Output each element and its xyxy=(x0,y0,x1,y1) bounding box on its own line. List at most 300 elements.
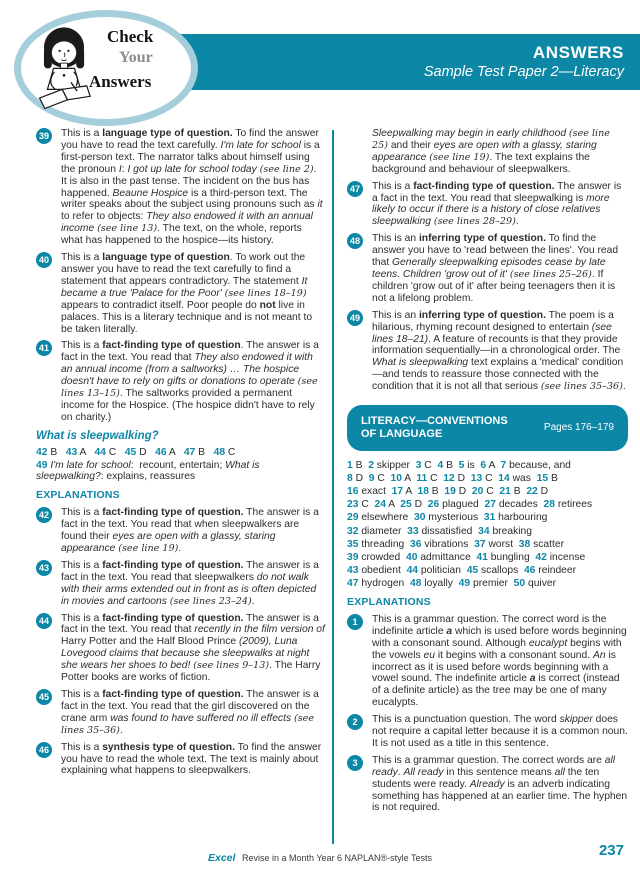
answer-number: 46 xyxy=(155,446,167,458)
text-segment: in this sentence means xyxy=(443,766,555,778)
text-segment: A xyxy=(403,486,418,498)
text-segment: fact-finding type of question. xyxy=(413,180,555,192)
answer-number: 40 xyxy=(405,551,418,563)
answer-number: 35 xyxy=(347,538,359,550)
text-segment: reindeer xyxy=(535,564,577,576)
item-number-badge: 3 xyxy=(347,755,363,771)
page-number: 237 xyxy=(598,842,624,859)
item-text xyxy=(61,252,325,335)
answer-number: 31 xyxy=(483,512,496,524)
text-segment: C xyxy=(358,499,375,511)
answer-number: 1 xyxy=(347,460,353,472)
left-column xyxy=(36,128,325,782)
explanations-heading-right: EXPLANATIONS xyxy=(347,595,431,608)
text-segment: This is a xyxy=(61,741,103,753)
text-segment: . It is also in the past tense. The incident on the bus has happened. xyxy=(61,163,317,199)
text-segment: inferring type of question. xyxy=(418,233,546,245)
text-segment: B xyxy=(428,486,445,498)
text-segment: A xyxy=(166,446,184,458)
answer-number: 5 xyxy=(458,460,465,472)
text-segment: A xyxy=(486,460,501,472)
explanation-item-43 xyxy=(36,560,325,608)
text-segment: appears to contradict itself. Poor people do xyxy=(61,299,260,311)
answer-key-line xyxy=(347,498,628,511)
explanation-item-47 xyxy=(347,181,628,229)
text-segment: quiver xyxy=(525,577,557,589)
text-segment: C xyxy=(421,460,438,472)
explanations-heading-left: EXPLANATIONS xyxy=(36,489,120,502)
answer-number: 3 xyxy=(415,460,422,472)
text-segment: a xyxy=(529,673,536,685)
text-segment: A xyxy=(77,446,95,458)
answer-key-line xyxy=(347,564,628,577)
text-segment: This is a xyxy=(61,688,103,700)
text-segment: The poem is a hilarious, rhyming recount designed to entertain xyxy=(372,309,614,333)
text-segment: The answer is a fact in the text. You read that sleepwalkers xyxy=(61,559,319,583)
text-segment: . To work out the answer you have to read the text carefully to find a statement that appears contradictory. The statement xyxy=(61,252,306,287)
text-segment: dissatisfied xyxy=(418,525,479,537)
text-segment: : recount, entertain; xyxy=(130,459,226,471)
answer-number: 20 xyxy=(471,486,484,498)
text-segment: premier xyxy=(470,577,514,589)
answer-number: 25 xyxy=(400,499,412,511)
text-segment: This is a xyxy=(61,128,103,139)
answer-number: 47 xyxy=(183,446,196,458)
explanation-item-49 xyxy=(347,310,628,393)
answer-number: 7 xyxy=(500,460,507,472)
text-segment: This is a xyxy=(61,612,103,624)
text-segment: I xyxy=(118,163,122,175)
answer-number: 28 xyxy=(543,499,555,511)
item-text xyxy=(372,614,628,709)
explanation-item-45 xyxy=(36,689,325,737)
text-segment: They also endowed it with an annual income xyxy=(61,211,313,235)
text-segment: all xyxy=(554,766,565,778)
explanation-item-48 xyxy=(347,233,628,304)
item-number-badge: 44 xyxy=(36,613,52,629)
text-segment: B xyxy=(443,460,459,472)
text-segment: . The Harry Potter books are works of fiction. xyxy=(61,660,321,684)
text-segment: B xyxy=(510,486,527,498)
answer-number: 44 xyxy=(406,564,419,576)
text-segment: B xyxy=(548,473,558,485)
text-segment: C xyxy=(225,446,236,458)
text-segment: I'm late for school xyxy=(220,139,301,151)
text-segment: They also endowed it with an annual income (from a saltworks) … The hospice doesn't have to rely on gifts or donations to operate xyxy=(61,352,313,388)
text-segment: . The text, on the whole, reports what has happened to the hospice—its history. xyxy=(61,223,302,247)
item-text xyxy=(61,507,325,555)
badge-word-your: Your xyxy=(119,49,153,66)
text-segment: (see lines 18–19) xyxy=(224,287,307,299)
text-segment: B xyxy=(195,446,214,458)
text-segment: synthesis type of question. xyxy=(102,741,235,753)
section-heading-what-is-sleepwalking: What is sleepwalking? xyxy=(36,429,159,442)
text-segment: (see lines 13–15) xyxy=(61,376,318,400)
answer-key-line xyxy=(347,577,628,590)
text-segment: language type of question. xyxy=(102,128,233,139)
text-segment: . xyxy=(119,724,123,736)
text-segment: The answer is a fact in the text. You read that the girl discovered on the crane arm xyxy=(61,688,319,724)
excel-logo: Excel xyxy=(207,852,236,864)
text-segment: (see lines 35–36) xyxy=(540,381,623,393)
item-number-badge: 1 xyxy=(347,614,363,630)
text-segment: . xyxy=(251,595,255,607)
text-segment: The answer is a fact in the text. You read that xyxy=(61,612,319,636)
text-segment: mysterious xyxy=(425,512,484,524)
text-segment: Harry Potter and the Half Blood Prince xyxy=(61,636,239,648)
answer-number: 41 xyxy=(476,551,488,563)
explanation-item-44 xyxy=(36,613,325,684)
text-segment: This is a xyxy=(61,507,103,519)
text-segment: is correct (instead of a definite article) as the tree may be one of many eucalypts. xyxy=(372,673,620,709)
text-segment: and their xyxy=(387,139,434,151)
answer-number: 47 xyxy=(347,577,359,589)
explanation-item-2 xyxy=(347,714,628,750)
text-segment: Generally sleepwalking episodes cease by late teens. Children 'grow out of it' xyxy=(372,257,606,280)
answer-number: 10 xyxy=(390,473,402,485)
item-text xyxy=(372,233,628,304)
answer-number: 17 xyxy=(391,486,404,498)
answer-number: 43 xyxy=(347,564,359,576)
text-segment: skipper xyxy=(373,460,416,472)
text-segment: exact xyxy=(358,486,392,498)
text-segment: decades xyxy=(495,499,544,511)
text-segment: language type of question xyxy=(102,252,230,264)
text-segment: not xyxy=(259,299,276,311)
text-segment: C xyxy=(374,473,391,485)
item-text xyxy=(61,742,325,778)
text-segment: This is a grammar question. The correct word is the indefinite article xyxy=(372,613,607,637)
text-segment: which is used before words beginning with a consonant sound. Although xyxy=(372,625,627,649)
answer-number: 49 xyxy=(36,459,48,471)
answer-key-line xyxy=(347,511,628,524)
item-text xyxy=(372,310,628,393)
text-segment: loyally xyxy=(421,577,459,589)
section-box-pages: Pages 176–179 xyxy=(543,422,614,434)
text-segment: vibrations xyxy=(421,538,475,550)
text-segment: C xyxy=(427,473,444,485)
answer-number: 45 xyxy=(466,564,479,576)
text-segment: retirees xyxy=(554,499,593,511)
answer-number: 8 xyxy=(347,473,353,485)
explanation-items-1-3 xyxy=(347,614,628,815)
explanation-item-41 xyxy=(36,340,325,423)
answer-key-line-49 xyxy=(36,460,325,484)
text-segment: A xyxy=(402,473,417,485)
text-segment: eu xyxy=(423,649,435,661)
item-number-badge: 49 xyxy=(347,310,363,326)
answer-number: 22 xyxy=(526,486,538,498)
text-segment: . xyxy=(515,216,519,228)
item-number-badge: 41 xyxy=(36,340,52,356)
text-segment: fact-finding type of question. xyxy=(102,559,244,571)
text-segment: D xyxy=(136,446,156,458)
answer-number: 24 xyxy=(374,499,386,511)
text-segment: To find the answer you have to read the text carefully. xyxy=(61,128,319,151)
answer-number: 43 xyxy=(65,446,78,458)
answer-number: 4 xyxy=(437,460,444,472)
answer-number: 49 xyxy=(458,577,471,589)
text-segment: do not walk with their arms extended out in front as is often depicted in movies and cartoons xyxy=(61,571,317,607)
item-text xyxy=(61,613,325,684)
footer-text: Revise in a Month Year 6 NAPLAN®-style Tests xyxy=(241,853,433,863)
text-segment: recently in the film version of xyxy=(194,624,325,636)
text-segment: (2009), Luna Lovegood claims that because she sleepwalks at night she wears her shoes to bed! xyxy=(61,636,310,672)
text-segment: it begins with a consonant sound. xyxy=(434,649,593,661)
text-segment: was found to have suffered no ill effects xyxy=(110,712,294,724)
text-segment: text explains a 'medical' condition—and tends to reassure those connected with the condition that it is not all that serious xyxy=(372,357,624,393)
text-segment: It became a true 'Palace for the Poor' xyxy=(61,275,308,299)
badge-word-answers: Answers xyxy=(89,72,152,91)
item-number-badge: 43 xyxy=(36,560,52,576)
item-number-badge: 42 xyxy=(36,507,52,523)
item-number-badge: 45 xyxy=(36,689,52,705)
text-segment: This is a grammar question. The correct words are xyxy=(372,754,605,766)
answer-number: 39 xyxy=(347,551,359,563)
text-segment: a xyxy=(446,625,453,637)
text-segment: (see line 2) xyxy=(259,163,314,175)
text-segment: C xyxy=(482,473,499,485)
text-segment: A xyxy=(385,499,401,511)
text-segment: (see lines 18–21) xyxy=(372,321,612,345)
item-number-badge: 40 xyxy=(36,252,52,268)
text-segment: . The saltworks provided a permanent income for the Hospice. (The hospice didn't have to rely on charity.) xyxy=(61,388,315,423)
item-number-badge: 48 xyxy=(347,233,363,249)
text-segment: . xyxy=(622,381,626,393)
explanation-items-39-41 xyxy=(36,128,325,424)
answer-number: 11 xyxy=(416,473,428,485)
item-text xyxy=(372,714,628,750)
text-segment: : xyxy=(121,163,128,175)
explanation-item-1 xyxy=(347,614,628,709)
text-segment: does not require a capital letter because it is a common noun. It is not used as a title in this sentence. xyxy=(372,714,628,749)
text-segment: eucalypt xyxy=(528,637,568,649)
footer xyxy=(0,852,640,864)
section-box-literacy-conventions xyxy=(347,405,628,451)
item-number-badge: 2 xyxy=(347,714,363,730)
text-segment: is an adverb indicating something has happened at an earlier time. The hyphen is not required. xyxy=(372,778,628,814)
answer-number: 48 xyxy=(213,446,226,458)
text-segment: This is a xyxy=(61,252,103,264)
explanation-item-3 xyxy=(347,755,628,815)
explanation-items-42-46 xyxy=(36,507,325,777)
answer-number: 44 xyxy=(94,446,106,458)
answer-number: 46 xyxy=(523,564,536,576)
text-segment: The answer is a fact in the text. You read that sleepwalking is xyxy=(372,180,622,204)
answer-key-line xyxy=(347,538,628,551)
text-segment: it xyxy=(317,199,323,211)
text-segment: (see lines 28–29) xyxy=(433,216,516,228)
text-segment: . A feature of recounts is that they provide information sequentially—in a chronological order. The xyxy=(372,333,621,357)
answer-number: 14 xyxy=(498,473,510,485)
text-segment: . The answer is a fact in the text. You read that xyxy=(61,340,319,364)
text-segment: skipper xyxy=(559,714,593,726)
answer-key-line xyxy=(347,485,628,498)
text-segment: D xyxy=(352,473,369,485)
text-segment: politician xyxy=(418,564,467,576)
text-segment: begins with the vowels xyxy=(372,637,622,661)
text-segment: This is an xyxy=(372,309,419,321)
answer-number: 26 xyxy=(427,499,440,511)
item-number-badge: 39 xyxy=(36,128,52,144)
text-segment: obedient xyxy=(358,564,407,576)
answer-number: 30 xyxy=(414,512,426,524)
text-segment: . The text explains the background and behaviour of sleepwalkers. xyxy=(372,151,590,175)
answer-number: 18 xyxy=(417,486,429,498)
section-box-title-line2: OF LANGUAGE xyxy=(361,428,443,441)
text-segment: : explains, reassures xyxy=(100,471,196,483)
answer-number: 29 xyxy=(347,512,359,524)
item-text xyxy=(61,128,325,247)
answer-number: 34 xyxy=(478,525,490,537)
text-segment: C xyxy=(483,486,500,498)
text-segment: crowded xyxy=(358,551,406,563)
answer-number: 37 xyxy=(474,538,486,550)
text-segment: was xyxy=(509,473,537,485)
answer-number: 50 xyxy=(513,577,526,589)
answer-number: 6 xyxy=(480,460,487,472)
text-segment: To find the answer you have to read the whole text. The text is mainly about explaining what happens to sleepwalkers. xyxy=(61,741,322,777)
page-subtitle: Sample Test Paper 2—Literacy xyxy=(423,64,624,80)
text-segment: to refer to objects: xyxy=(61,211,147,223)
text-segment: Beaune Hospice xyxy=(112,187,189,199)
text-segment: C xyxy=(105,446,125,458)
right-column xyxy=(347,128,628,819)
text-segment: fact-finding type of question. xyxy=(102,612,244,624)
text-segment: fact-finding type of question. xyxy=(102,688,244,700)
text-segment: D xyxy=(537,486,549,498)
text-segment: threading xyxy=(358,538,410,550)
item-text xyxy=(61,340,325,423)
answer-number: 12 xyxy=(443,473,455,485)
text-segment: Already xyxy=(469,778,505,790)
text-segment: . xyxy=(178,543,182,554)
page-title: ANSWERS xyxy=(532,43,624,62)
text-segment: B xyxy=(352,460,369,472)
text-segment: What is sleepwalking? xyxy=(36,459,263,483)
text-segment: (see lines 35–36) xyxy=(61,712,314,736)
text-segment: bungling xyxy=(487,551,536,563)
text-segment: is a first-person text. The narrator talks about himself using the pronoun xyxy=(61,139,320,175)
answer-key-line xyxy=(347,459,628,472)
explanation-item-39 xyxy=(36,128,325,247)
answer-number: 42 xyxy=(36,446,48,458)
text-segment: fact-finding type of question xyxy=(102,340,241,352)
text-segment: the ten students were ready. xyxy=(372,766,600,790)
answer-number: 23 xyxy=(347,499,359,511)
student-writing-cartoon-icon xyxy=(25,23,117,119)
text-segment: (see lines 25–26) xyxy=(509,268,592,280)
text-segment: (see line 13) xyxy=(97,223,158,235)
answer-number: 42 xyxy=(535,551,547,563)
header-banner xyxy=(132,34,640,90)
explanation-item-42 xyxy=(36,507,325,555)
text-segment: This is a punctuation question. The word xyxy=(372,714,560,726)
text-segment: breaking xyxy=(489,525,532,537)
text-segment: scatter xyxy=(530,538,565,550)
text-segment: D xyxy=(455,486,472,498)
section-box-title-line1: LITERACY—CONVENTIONS xyxy=(361,414,508,427)
text-segment: All ready xyxy=(403,766,444,778)
answer-number: 38 xyxy=(518,538,531,550)
text-segment: because, and xyxy=(506,460,571,472)
explanation-item-46 xyxy=(36,742,325,778)
item-text xyxy=(372,128,628,176)
text-segment: (see line 19) xyxy=(118,543,179,554)
text-segment: is incorrect as it is used before words beginning with a vowel sound. The indefinite article xyxy=(372,649,616,685)
text-segment: . If children 'grow out of it' after being teenagers then it is not a lifelong problem. xyxy=(372,268,616,304)
item-text xyxy=(372,755,628,815)
text-segment: all ready xyxy=(372,754,616,778)
text-segment: live in palaces. This is a literary technique and is not meant to be taken literally. xyxy=(61,299,313,335)
text-segment: This is an xyxy=(372,233,419,245)
answer-number: 32 xyxy=(347,525,359,537)
answer-number: 45 xyxy=(124,446,137,458)
text-segment: (see lines 23–24) xyxy=(169,595,252,607)
answer-key-line xyxy=(347,472,628,485)
text-segment: D xyxy=(411,499,428,511)
item-text xyxy=(61,689,325,737)
explanation-item-40 xyxy=(36,252,325,335)
answer-number: 2 xyxy=(368,460,374,472)
answer-key-line xyxy=(347,525,628,538)
text-segment: D xyxy=(454,473,471,485)
answer-number: 13 xyxy=(470,473,483,485)
text-segment: fact-finding type of question. xyxy=(102,507,244,519)
text-segment: plagued xyxy=(439,499,485,511)
text-segment: more likely to occur if there is a history of close relatives sleepwalking xyxy=(372,192,610,228)
text-segment: hydrogen xyxy=(358,577,410,589)
text-segment: worst xyxy=(485,538,519,550)
answer-number: 15 xyxy=(536,473,549,485)
answer-number: 27 xyxy=(484,499,496,511)
answer-key-line xyxy=(347,551,628,564)
text-segment: To find the answer you have to 'read between the lines'. You read that xyxy=(372,233,619,269)
text-segment: scallops xyxy=(478,564,524,576)
answer-key-line-42-48 xyxy=(36,447,325,459)
text-segment: An xyxy=(592,649,606,661)
text-segment: harbouring xyxy=(495,512,548,524)
text-segment: (see lines 9–13) xyxy=(193,660,270,672)
column-divider xyxy=(332,130,334,844)
answer-number: 33 xyxy=(407,525,419,537)
explanation-items-46cont-49 xyxy=(347,128,628,393)
text-segment: . xyxy=(397,766,404,778)
answer-number: 9 xyxy=(368,473,375,485)
text-segment: This is a xyxy=(61,340,103,352)
check-your-answers-badge xyxy=(14,10,198,126)
item-text xyxy=(61,560,325,608)
text-segment: What is sleepwalking xyxy=(372,357,469,369)
answer-number: 21 xyxy=(499,486,511,498)
item-number-badge: 47 xyxy=(347,181,363,197)
text-segment: The answer is a fact in the text. You read that when sleepwalkers are found their xyxy=(61,507,319,543)
text-segment: This is a xyxy=(372,180,414,192)
text-segment: I'm late for school xyxy=(50,459,131,471)
answer-number: 19 xyxy=(444,486,456,498)
section-box-title xyxy=(361,415,508,442)
text-segment: I got up late for school today xyxy=(127,163,260,175)
answer-number: 36 xyxy=(410,538,422,550)
text-segment: admittance xyxy=(417,551,477,563)
text-segment: diameter xyxy=(358,525,408,537)
text-segment: inferring type of question. xyxy=(418,309,546,321)
text-segment: is a third-person text. The writer speaks about the subject using pronouns such as xyxy=(61,187,318,211)
answer-number: 16 xyxy=(347,486,359,498)
badge-word-check: Check xyxy=(107,27,154,46)
text-segment: incense xyxy=(546,551,586,563)
text-segment: eyes are open with a glassy, staring appearance xyxy=(61,531,276,554)
